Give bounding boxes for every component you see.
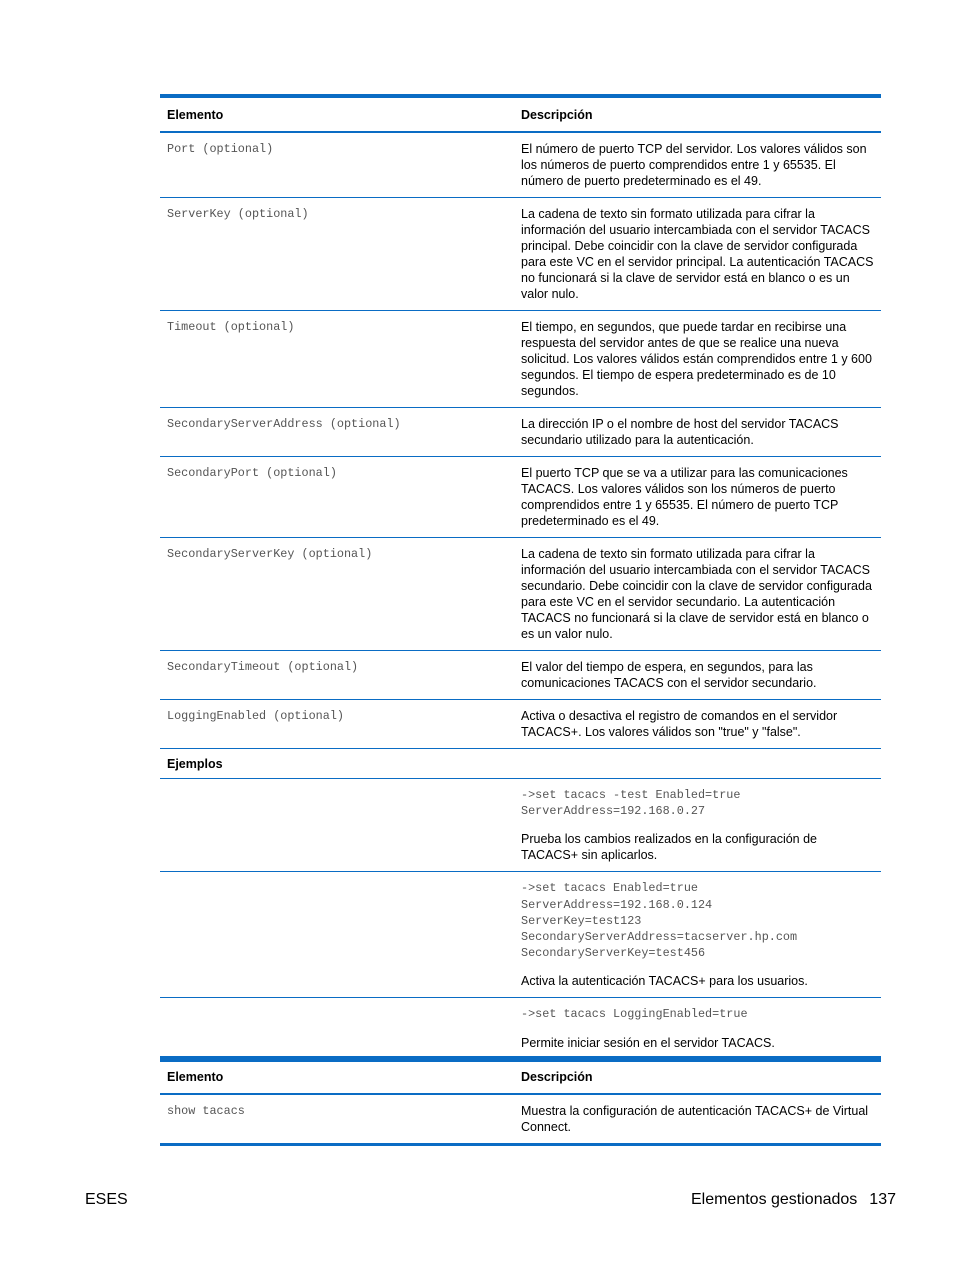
example-spacer xyxy=(160,779,514,871)
table-row xyxy=(160,538,881,651)
element-name: LoggingEnabled (optional) xyxy=(167,709,344,723)
table-row xyxy=(160,1095,881,1143)
element-description: Activa o desactiva el registro de comandos en el servidor TACACS+. Los valores válidos son "true" y "false". xyxy=(521,709,838,739)
element-name: Port (optional) xyxy=(167,142,274,156)
table-row xyxy=(160,408,881,457)
element-description: El tiempo, en segundos, que puede tardar en recibirse una respuesta del servidor antes de que se realice una nueva solicitud. Los valores válidos están comprendidos entre 1 y 600 segundos. El tiempo de espera predeterminado es de 10 segundos. xyxy=(521,320,872,398)
element-name: SecondaryPort (optional) xyxy=(167,466,337,480)
example-spacer xyxy=(160,872,514,997)
table-row xyxy=(160,700,881,749)
table-row xyxy=(160,311,881,408)
footer-locale: ESES xyxy=(85,1191,128,1208)
example-row xyxy=(160,779,881,872)
example-command: ->set tacacs -test Enabled=true ServerAddress=192.168.0.27 xyxy=(521,788,741,819)
example-description: Prueba los cambios realizados en la configuración de TACACS+ sin aplicarlos. xyxy=(521,832,818,863)
table-row xyxy=(160,133,881,198)
table-row xyxy=(160,651,881,700)
element-description: El valor del tiempo de espera, en segundos, para las comunicaciones TACACS con el servidor secundario. xyxy=(521,660,817,690)
example-command: ->set tacacs LoggingEnabled=true xyxy=(521,1007,748,1022)
examples-heading: Ejemplos xyxy=(167,757,223,771)
example-row xyxy=(160,872,881,998)
example-content xyxy=(514,998,881,1058)
element-name: Timeout (optional) xyxy=(167,320,295,334)
footer-section-title: Elementos gestionados xyxy=(690,1191,858,1208)
example-content xyxy=(514,779,881,871)
table-row xyxy=(160,198,881,311)
example-description: Activa la autenticación TACACS+ para los usuarios. xyxy=(521,974,808,989)
example-spacer xyxy=(160,998,514,1058)
element-description: Muestra la configuración de autenticación TACACS+ de Virtual Connect. xyxy=(521,1104,869,1134)
example-description: Permite iniciar sesión en el servidor TACACS. xyxy=(521,1035,775,1050)
element-name: SecondaryTimeout (optional) xyxy=(167,660,359,674)
page-number: 137 xyxy=(869,1191,896,1208)
table-header xyxy=(160,98,881,133)
examples-section-row xyxy=(160,749,881,779)
header-description: Descripción xyxy=(521,108,593,122)
element-description: La cadena de texto sin formato utilizada para cifrar la información del usuario intercambiada con el servidor TACACS secundario. Debe coincidir con la clave de servidor configurada para este VC en el servidor secundario. La autenticación TACACS no funcionará si la clave de servidor está en blanco o es un valor nulo. xyxy=(521,547,872,641)
header-element: Elemento xyxy=(167,1070,224,1084)
element-name: SecondaryServerAddress (optional) xyxy=(167,417,401,431)
parameters-table xyxy=(160,94,881,1062)
header-element: Elemento xyxy=(167,108,224,122)
element-description: La dirección IP o el nombre de host del servidor TACACS secundario utilizado para la autenticación. xyxy=(521,417,839,447)
element-name: ServerKey (optional) xyxy=(167,207,309,221)
element-name: SecondaryServerKey (optional) xyxy=(167,547,373,561)
footer-page-info xyxy=(691,1191,896,1209)
header-description: Descripción xyxy=(521,1070,593,1084)
element-description: El puerto TCP que se va a utilizar para las comunicaciones TACACS. Los valores válidos son los números de puerto comprendidos entre 1 y 65535. El número de puerto TCP predeterminado es el 49. xyxy=(521,466,848,528)
example-content xyxy=(514,872,881,997)
element-description: El número de puerto TCP del servidor. Los valores válidos son los números de puerto comprendidos entre 1 y 65535. El número de puerto predeterminado es el 49. xyxy=(521,142,867,188)
show-command-table xyxy=(160,1056,881,1146)
example-row xyxy=(160,998,881,1058)
table-row xyxy=(160,457,881,538)
element-description: La cadena de texto sin formato utilizada para cifrar la información del usuario intercambiada con el servidor TACACS principal. Debe coincidir con la clave de servidor configurada para este VC en el servidor principal. La autenticación TACACS no funcionará si la clave de servidor está en blanco o es un valor nulo. xyxy=(521,207,874,301)
table-header xyxy=(160,1060,881,1095)
example-command: ->set tacacs Enabled=true ServerAddress=192.168.0.124 ServerKey=test123 SecondaryServerAddress=tacserver.hp.com SecondaryServerKey=test456 xyxy=(521,881,798,961)
element-name: show tacacs xyxy=(167,1104,245,1118)
